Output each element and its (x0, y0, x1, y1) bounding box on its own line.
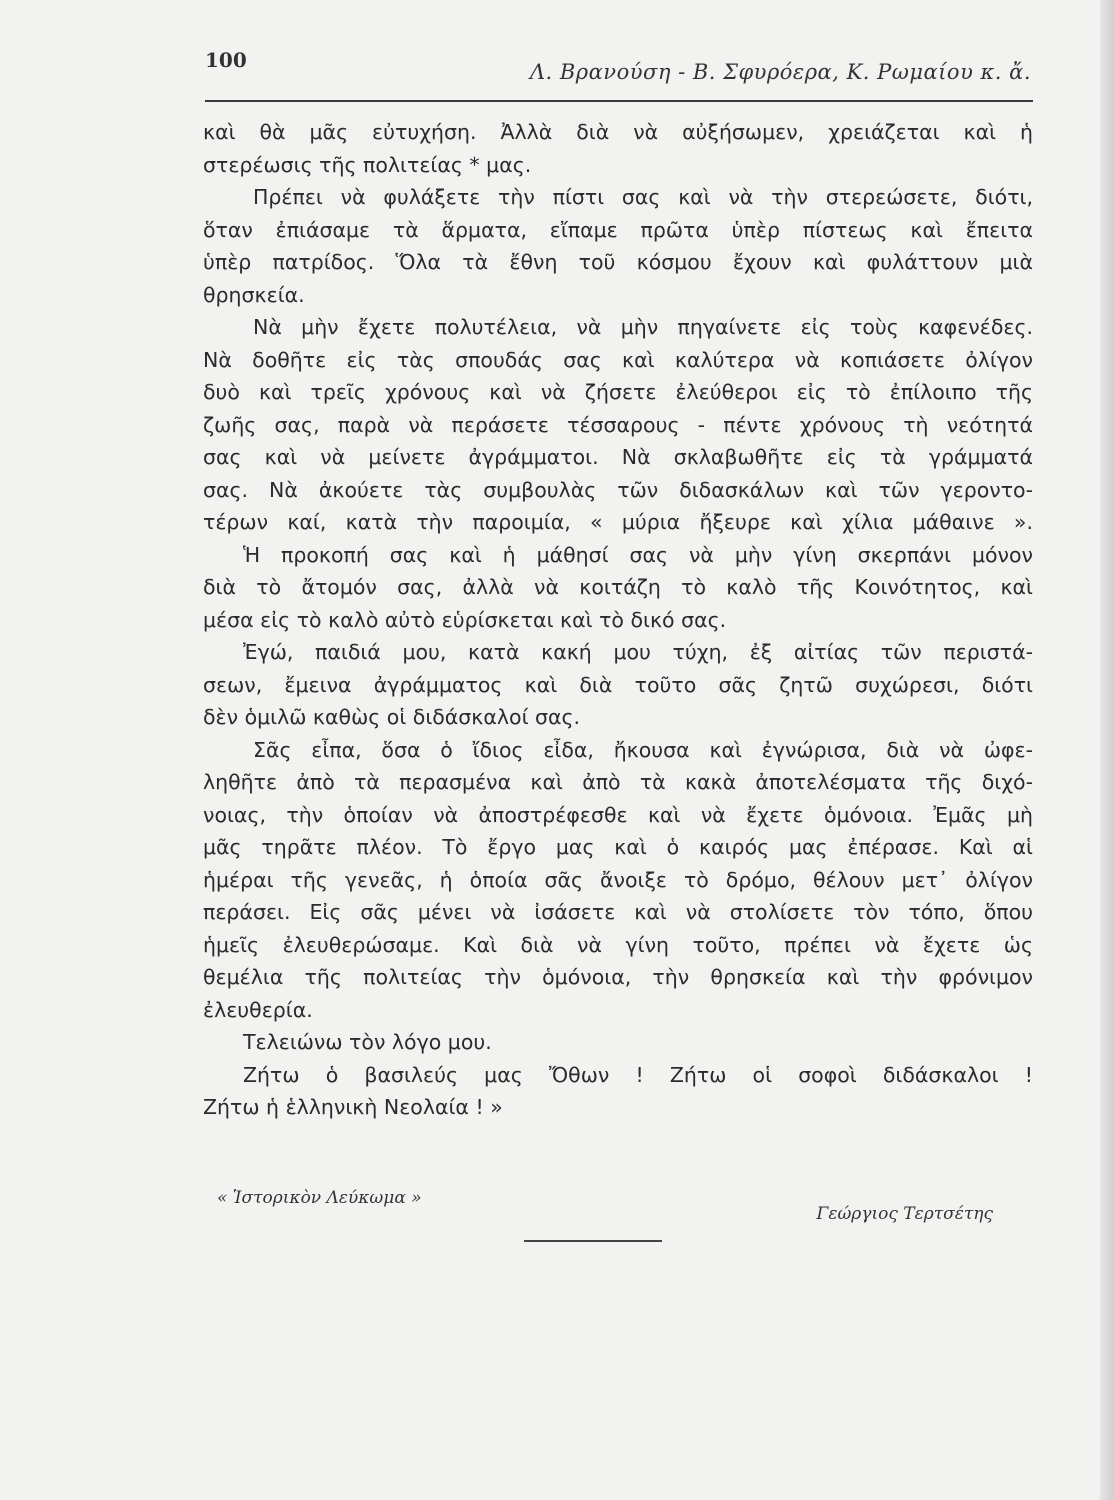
body-text (203, 116, 1033, 1124)
page-number: 100 (205, 48, 247, 72)
header-rule (205, 100, 1033, 102)
text-line: ὅταν ἐπιάσαμε τὰ ἅρματα, εἴπαμε πρῶτα ὑπὲρ πίστεως καὶ ἔπειτα (203, 217, 1033, 242)
text-line: σας καὶ νὰ μείνετε ἀγράμματοι. Νὰ σκλαβωθῆτε εἰς τὰ γράμματά (203, 445, 1033, 469)
text-line: διὰ τὸ ἄτομόν σας, ἀλλὰ νὰ κοιτάζη τὸ καλὸ τῆς Κοινότητος, καὶ (203, 575, 1033, 599)
running-head: Λ. Βρανούση - Β. Σφυρόερα, Κ. Ρωμαίου κ. ἄ. (529, 60, 1031, 84)
author-name: Γεώργιος Τερτσέτης (816, 1204, 993, 1224)
text-line: Πρέπει νὰ φυλάξετε τὴν πίστι σας καὶ νὰ τὴν στερεώσετε, διότι, (253, 185, 1033, 209)
text-line: ζωῆς σας, παρὰ νὰ περάσετε τέσσαρους - πέντε χρόνους τὴ νεότητά (203, 412, 1033, 437)
text-line: Νὰ μὴν ἔχετε πολυτέλεια, νὰ μὴν πηγαίνετε εἰς τοὺς καφενέδες. (253, 315, 1033, 339)
text-line: Ζήτω ὁ βασιλεύς μας Ὄθων ! Ζήτω οἱ σοφοὶ διδάσκαλοι ! (243, 1062, 1033, 1087)
text-line: μᾶς τηρᾶτε πλέον. Τὸ ἔργο μας καὶ ὁ καιρός μας ἐπέρασε. Καὶ αἱ (203, 835, 1033, 859)
text-line: νοιας, τὴν ὁποίαν νὰ ἀποστρέφεσθε καὶ νὰ ἔχετε ὁμόνοια. Ἐμᾶς μὴ (203, 802, 1033, 827)
page-edge (1100, 0, 1114, 1500)
text-line: ληθῆτε ἀπὸ τὰ περασμένα καὶ ἀπὸ τὰ κακὰ ἀποτελέσματα τῆς διχό- (203, 770, 1033, 794)
end-rule (524, 1240, 662, 1242)
text-line: σας. Νὰ ἀκούετε τὰς συμβουλὰς τῶν διδασκάλων καὶ τῶν γεροντο- (203, 477, 1033, 502)
text-line: θεμέλια τῆς πολιτείας τὴν ὁμόνοια, τὴν θρησκεία καὶ τὴν φρόνιμον (203, 965, 1033, 989)
text-line: ἡμέραι τῆς γενεᾶς, ἡ ὁποία σᾶς ἄνοιξε τὸ δρόμο, θέλουν μετ᾽ ὀλίγον (203, 867, 1033, 892)
text-line: ἡμεῖς ἐλευθερώσαμε. Καὶ διὰ νὰ γίνη τοῦτο, πρέπει νὰ ἔχετε ὡς (203, 932, 1033, 957)
text-line: μέσα εἰς τὸ καλὸ αὐτὸ εὑρίσκεται καὶ τὸ δικό σας. (203, 607, 727, 632)
text-line: Ἐγώ, παιδιά μου, κατὰ κακή μου τύχη, ἐξ αἰτίας τῶν περιστά- (243, 640, 1033, 664)
text-line: ὑπὲρ πατρίδος. Ὅλα τὰ ἔθνη τοῦ κόσμου ἔχουν καὶ φυλάττουν μιὰ (203, 250, 1033, 274)
text-line: τέρων καί, κατὰ τὴν παροιμία, « μύρια ἤξευρε καὶ χίλια μάθαινε ». (203, 510, 1033, 534)
text-line: θρησκεία. (203, 282, 305, 307)
text-line: Τελειώνω τὸν λόγο μου. (243, 1030, 492, 1054)
text-line: ἐλευθερία. (203, 997, 313, 1022)
text-line: δὲν ὁμιλῶ καθὼς οἱ διδάσκαλοί σας. (203, 705, 581, 729)
source-citation: « Ἱστορικὸν Λεύκωμα » (217, 1188, 422, 1208)
text-line: στερέωσις τῆς πολιτείας * μας. (203, 152, 532, 177)
page-header (205, 48, 1031, 98)
text-line: Νὰ δοθῆτε εἰς τὰς σπουδάς σας καὶ καλύτερα νὰ κοπιάσετε ὀλίγον (203, 347, 1033, 372)
text-line: περάσει. Εἰς σᾶς μένει νὰ ἰσάσετε καὶ νὰ στολίσετε τὸν τόπο, ὅπου (203, 900, 1033, 924)
text-line: καὶ θὰ μᾶς εὐτυχήση. Ἀλλὰ διὰ νὰ αὐξήσωμεν, χρειάζεται καὶ ἡ (203, 120, 1033, 144)
text-line: δυὸ καὶ τρεῖς χρόνους καὶ νὰ ζήσετε ἐλεύθεροι εἰς τὸ ἐπίλοιπο τῆς (203, 380, 1033, 404)
text-line: σεων, ἔμεινα ἀγράμματος καὶ διὰ τοῦτο σᾶς ζητῶ συχώρεσι, διότι (203, 672, 1033, 697)
text-line: Ζήτω ἡ ἑλληνικὴ Νεολαία ! » (203, 1095, 503, 1119)
page-footer (203, 1188, 993, 1228)
text-line: Σᾶς εἶπα, ὅσα ὁ ἴδιος εἶδα, ἤκουσα καὶ ἐγνώρισα, διὰ νὰ ὠφε- (253, 737, 1033, 762)
text-line: Ἡ προκοπή σας καὶ ἡ μάθησί σας νὰ μὴν γίνη σκερπάνι μόνον (243, 542, 1033, 567)
